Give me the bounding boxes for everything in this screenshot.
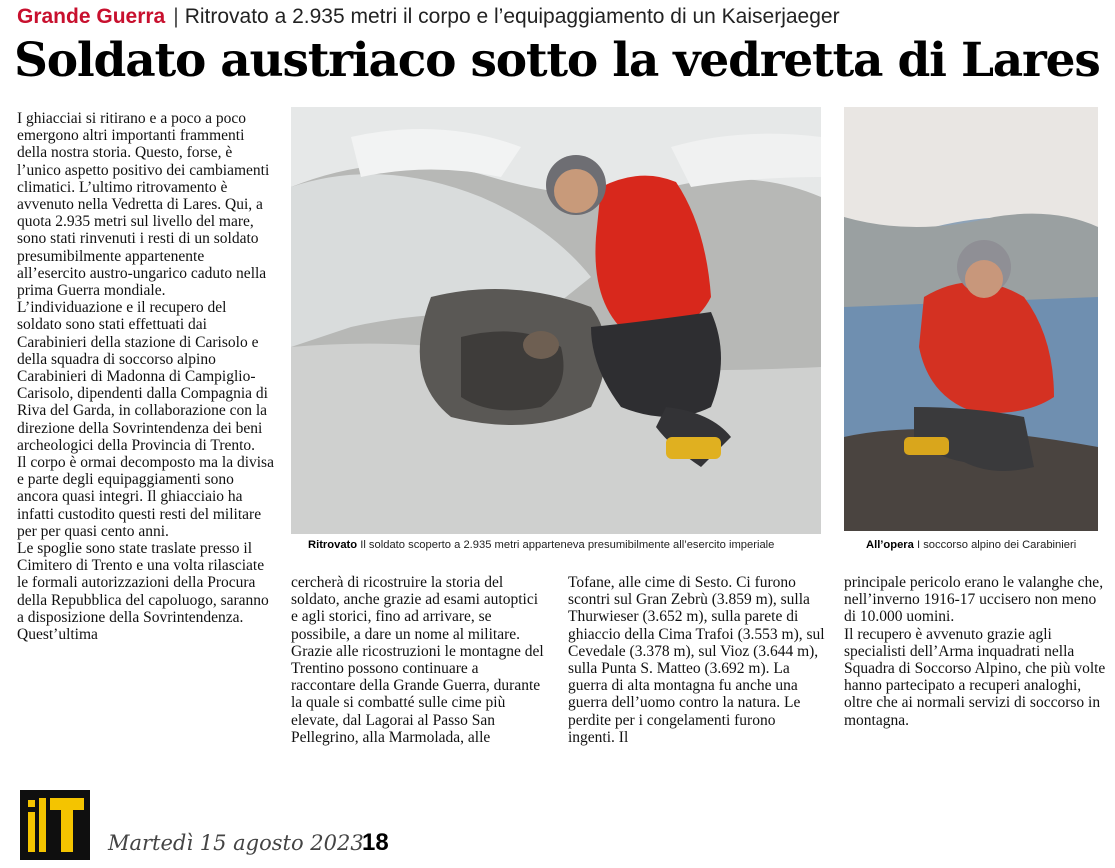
caption-text: I soccorso alpino dei Carabinieri — [916, 539, 1077, 551]
article-column-3 — [568, 574, 826, 746]
issue-date: Martedì 15 agosto 2023 — [108, 831, 364, 855]
photo-caption-2 — [866, 538, 1076, 552]
photo-caption-1 — [308, 538, 774, 552]
caption-lead: All’opera — [866, 539, 914, 551]
paragraph: cercherà di ricostruire la storia del soldato, anche grazie ad esami autoptici e agli storici, fino ad arrivare, se possibile, a dare un nome al militare. — [291, 574, 539, 643]
paragraph: L’individuazione e il recupero del soldato sono stati effettuati dai Carabinieri della stazione di Carisolo e della squadra di soccorso alpino Carabinieri di Madonna di Campiglio-Carisolo, dipendenti dalla Compagnia di Riva del Garda, in collaborazione con la direzione della Sovrintendenza dei beni archeologici della Provincia di Trento. — [17, 299, 268, 454]
photo-rescuer[interactable] — [844, 107, 1098, 531]
kicker-divider: | — [173, 5, 179, 28]
paragraph: I ghiacciai si ritirano e a poco a poco emergono altri importanti frammenti della nostra storia. Questo, forse, è l’unico aspetto positivo dei cambiamenti climatici. L’ultimo ritrovamento è avvenuto nella Vedretta di Lares. Qui, a quota 2.935 metri sul livello del mare, sono stati rinvenuti i resti di un soldato presumibilmente appartenente all’esercito austro-ungarico caduto nella prima Guerra mondiale. — [17, 110, 270, 300]
newspaper-logo[interactable] — [20, 790, 90, 860]
photo-rescuer-illustration — [844, 107, 1098, 531]
paragraph: Il corpo è ormai decomposto ma la divisa e parte degli equipaggiamenti sono ancora quasi integri. Il ghiacciaio ha infatti custodito questi resti del militare per per quasi cento anni. — [17, 454, 274, 540]
kicker — [17, 3, 1107, 31]
paragraph: Le spoglie sono state traslate presso il Cimitero di Trento e una volta rilasciate le formali autorizzazioni della Procura della Repubblica del capoluogo, saranno a disposizione della Sovrintendenza. Quest’ultima — [17, 540, 269, 644]
article-column-4 — [844, 574, 1106, 729]
paragraph: Grazie alle ricostruzioni le montagne del Trentino possono continuare a raccontare della Grande Guerra, durante la quale si combatté sulle cime più elevate, dal Lagorai al Passo San Pellegrino, alla Marmolada, alle — [291, 642, 544, 746]
photo-soldier-recovery[interactable] — [291, 107, 821, 534]
photo-soldier-recovery-illustration — [291, 107, 821, 534]
paragraph: principale pericolo erano le valanghe che, nell’inverno 1916-17 uccisero non meno di 10.000 uomini. — [844, 574, 1104, 626]
paragraph: Tofane, alle cime di Sesto. Ci furono scontri sul Gran Zebrù (3.859 m), sulla Thurwieser (3.652 m), sulla parete di ghiaccio della Cima Trafoi (3.553 m), sul Cevedale (3.378 m), sul Vioz (3.644 m), sulla Punta S. Matteo (3.692 m). La guerra di alta montagna fu anche una guerra dell’uomo contro la natura. Le perdite per i congelamenti furono ingenti. Il — [568, 574, 825, 746]
article-column-1 — [17, 110, 275, 643]
caption-text: Il soldato scoperto a 2.935 metri apparteneva presumibilmente all’esercito imperiale — [360, 539, 775, 551]
article-column-2 — [291, 574, 545, 746]
subheadline: Ritrovato a 2.935 metri il corpo e l’equipaggiamento di un Kaiserjaeger — [184, 5, 840, 28]
il-t-logo-icon — [20, 790, 90, 860]
caption-lead: Ritrovato — [308, 539, 358, 551]
page-number: 18 — [362, 829, 389, 856]
paragraph: Il recupero è avvenuto grazie agli specialisti dell’Arma inquadrati nella Squadra di Soccorso Alpino, che più volte hanno partecipato a recuperi analoghi, oltre che ai normali servizi di soccorso in montagna. — [844, 625, 1106, 729]
section-label[interactable]: Grande Guerra — [17, 5, 166, 28]
headline: Soldato austriaco sotto la vedretta di Lares — [14, 33, 1100, 88]
